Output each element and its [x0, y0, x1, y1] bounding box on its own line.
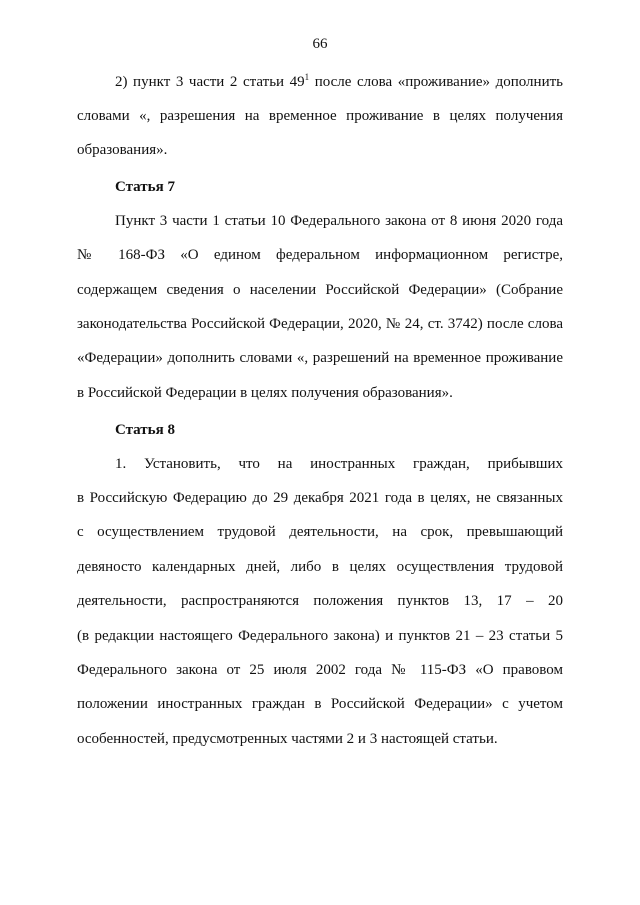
text-line: Пункт 3 части 1 статьи 10 Федерального закона от 8 июня 2020 года: [115, 213, 563, 229]
superscript: 1: [304, 72, 310, 82]
text-line: «Федерации» дополнить словами «, разрешений на временное проживание: [77, 350, 563, 366]
page-number: 66: [312, 36, 328, 52]
text-line: девяносто календарных дней, либо в целях осуществления трудовой: [77, 559, 563, 575]
text-line: в Российскую Федерацию до 29 декабря 2021 года в целях, не связанных: [77, 490, 563, 506]
text-line: деятельности, распространяются положения пунктов 13, 17 – 20: [77, 593, 563, 609]
text-line: особенностей, предусмотренных частями 2 и 3 настоящей статьи.: [77, 731, 498, 747]
text-line: Федерального закона от 25 июля 2002 года № 115-ФЗ «О правовом: [77, 662, 563, 678]
text-line: № 168-ФЗ «О едином федеральном информационном регистре,: [77, 247, 563, 263]
text-line: положении иностранных граждан в Российской Федерации» с учетом: [77, 696, 563, 712]
text-line: с осуществлением трудовой деятельности, на срок, превышающий: [77, 524, 563, 540]
text-line: 2) пункт 3 части 2 статьи $49^1$ после слова «проживание» дополнить: [115, 72, 563, 90]
text-line: образования».: [77, 142, 168, 158]
text-line: законодательства Российской Федерации, 2020, № 24, ст. 3742) после слова: [77, 316, 563, 332]
text-line: 1. Установить, что на иностранных граждан, прибывших: [115, 456, 563, 472]
text-line: (в редакции настоящего Федерального закона) и пунктов 21 – 23 статьи 5: [77, 628, 563, 644]
article-8-heading: Статья 8: [115, 422, 175, 438]
text-line: в Российской Федерации в целях получения образования».: [77, 385, 453, 401]
article-7-heading: Статья 7: [115, 179, 175, 195]
text-line: словами «, разрешения на временное проживание в целях получения: [77, 108, 563, 124]
text-line: содержащем сведения о населении Российской Федерации» (Собрание: [77, 282, 563, 298]
